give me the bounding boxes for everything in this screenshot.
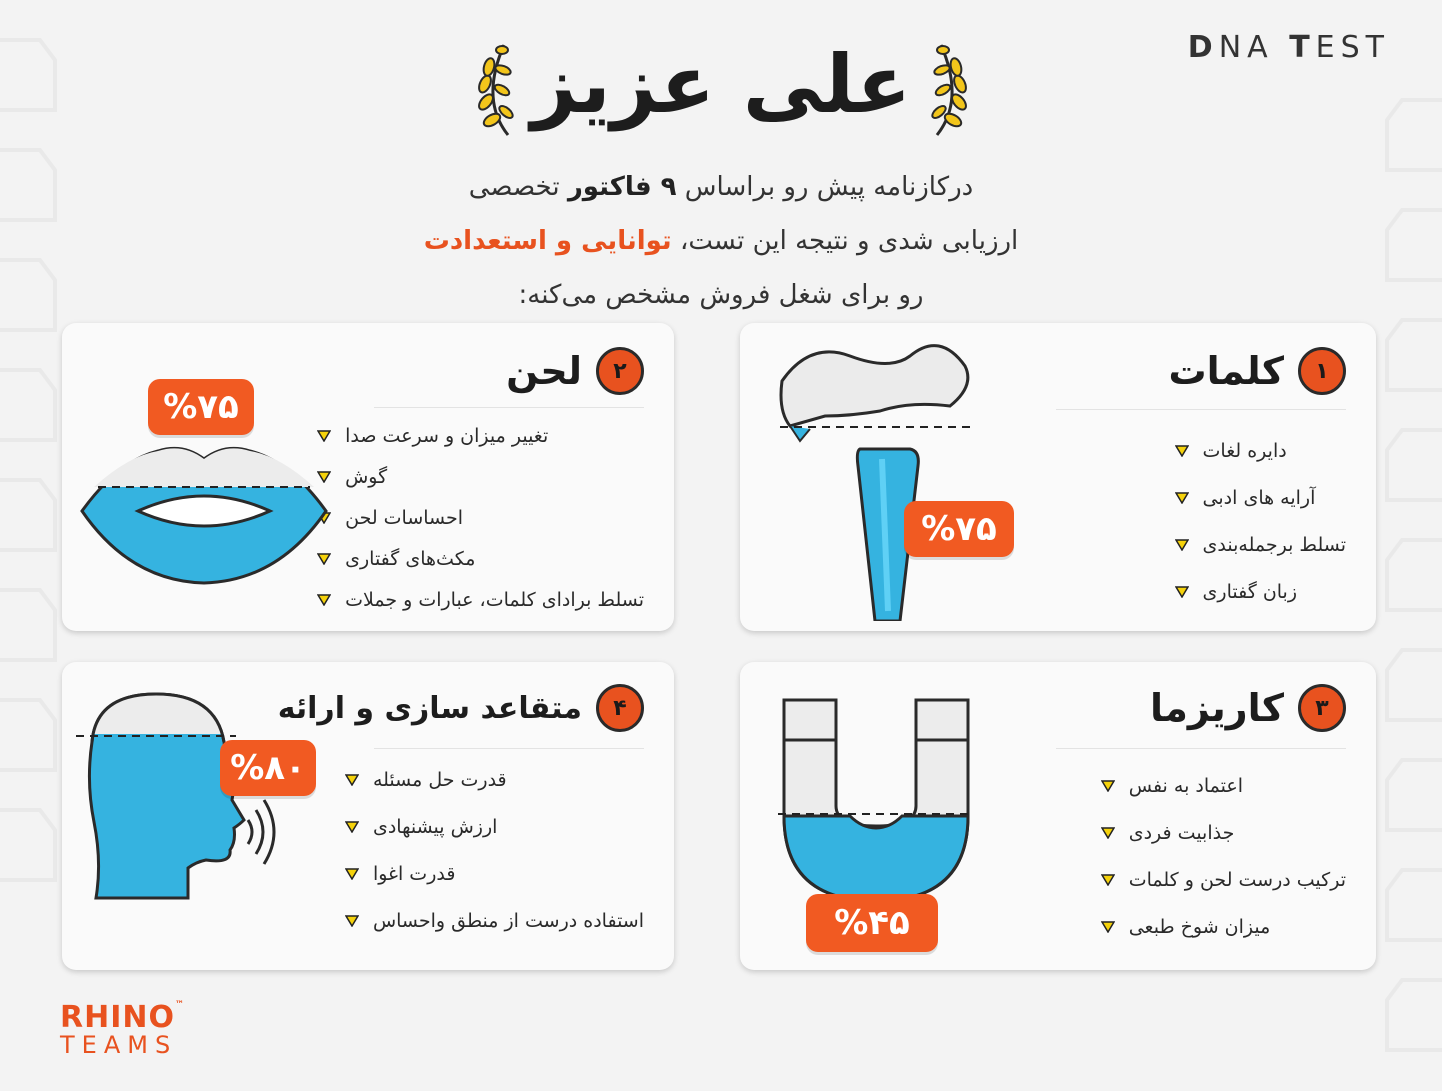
list-item: تغییر میزان و سرعت صدا bbox=[317, 415, 644, 456]
rhino-teams-logo: RHINO™ TEAMS bbox=[60, 1000, 185, 1059]
bullet-icon bbox=[345, 774, 359, 786]
percent-badge: %۴۵ bbox=[806, 894, 938, 952]
page-title: علی عزیز bbox=[530, 38, 912, 131]
lips-illustration bbox=[78, 431, 330, 591]
card-title: کاریزما bbox=[1150, 686, 1284, 730]
bullet-icon bbox=[1175, 492, 1189, 504]
list-item: تسلط برجمله‌بندی bbox=[1175, 521, 1346, 568]
bullet-icon bbox=[1101, 827, 1115, 839]
intro-text: درکازنامه پیش رو براساس ۹ فاکتور تخصصی ارزیابی شدی و نتیجه این تست، توانایی و استعدادت رو برای شغل فروش مشخص می‌کنه: bbox=[423, 172, 1019, 310]
list-item: آرایه های ادبی bbox=[1175, 474, 1346, 521]
list-item: زبان گفتاری bbox=[1175, 568, 1346, 615]
magnet-illustration bbox=[776, 696, 976, 906]
head-speaking-illustration bbox=[76, 692, 276, 902]
percent-badge: %۷۵ bbox=[904, 501, 1014, 557]
card-title: کلمات bbox=[1168, 349, 1284, 393]
list-item: ترکیب درست لحن و کلمات bbox=[1101, 856, 1346, 903]
list-item: گوش bbox=[317, 456, 644, 497]
bullet-icon bbox=[1101, 921, 1115, 933]
bullet-icon bbox=[345, 821, 359, 833]
list-item: استفاده درست از منطق واحساس bbox=[345, 897, 644, 944]
card-number-badge: ۱ bbox=[1298, 347, 1346, 395]
card-title: لحن bbox=[506, 349, 582, 393]
bullet-icon bbox=[1175, 445, 1189, 457]
card-lahn bbox=[62, 323, 674, 631]
card-number-badge: ۲ bbox=[596, 347, 644, 395]
list-item: جذابیت فردی bbox=[1101, 809, 1346, 856]
list-item: دایره لغات bbox=[1175, 427, 1346, 474]
card-number-badge: ۳ bbox=[1298, 684, 1346, 732]
list-item: میزان شوخ طبعی bbox=[1101, 903, 1346, 950]
laurel-icon bbox=[925, 40, 975, 140]
list-item: تسلط برادای کلمات، عبارات و جملات bbox=[317, 579, 644, 620]
bullet-icon bbox=[345, 915, 359, 927]
card-motaghed bbox=[62, 662, 674, 970]
bullet-icon bbox=[1101, 874, 1115, 886]
bullet-icon bbox=[345, 868, 359, 880]
list-item: اعتماد به نفس bbox=[1101, 762, 1346, 809]
card-kalamat bbox=[740, 323, 1376, 631]
percent-badge: %۸۰ bbox=[220, 740, 316, 796]
list-item: احساسات لحن bbox=[317, 497, 644, 538]
card-number-badge: ۴ bbox=[596, 684, 644, 732]
list-item: مکث‌های گفتاری bbox=[317, 538, 644, 579]
card-title: متقاعد سازی و ارائه bbox=[277, 690, 582, 726]
bullet-icon bbox=[1101, 780, 1115, 792]
bullet-icon bbox=[317, 594, 331, 606]
list-item: قدرت حل مسئله bbox=[345, 756, 644, 803]
words-illustration bbox=[770, 331, 990, 621]
list-item: قدرت اغوا bbox=[345, 850, 644, 897]
bullet-icon bbox=[1175, 539, 1189, 551]
card-karizma bbox=[740, 662, 1376, 970]
dna-test-logo: DNA TEST bbox=[1187, 30, 1390, 65]
bullet-icon bbox=[1175, 586, 1189, 598]
list-item: ارزش پیشنهادی bbox=[345, 803, 644, 850]
percent-badge: %۷۵ bbox=[148, 379, 254, 435]
